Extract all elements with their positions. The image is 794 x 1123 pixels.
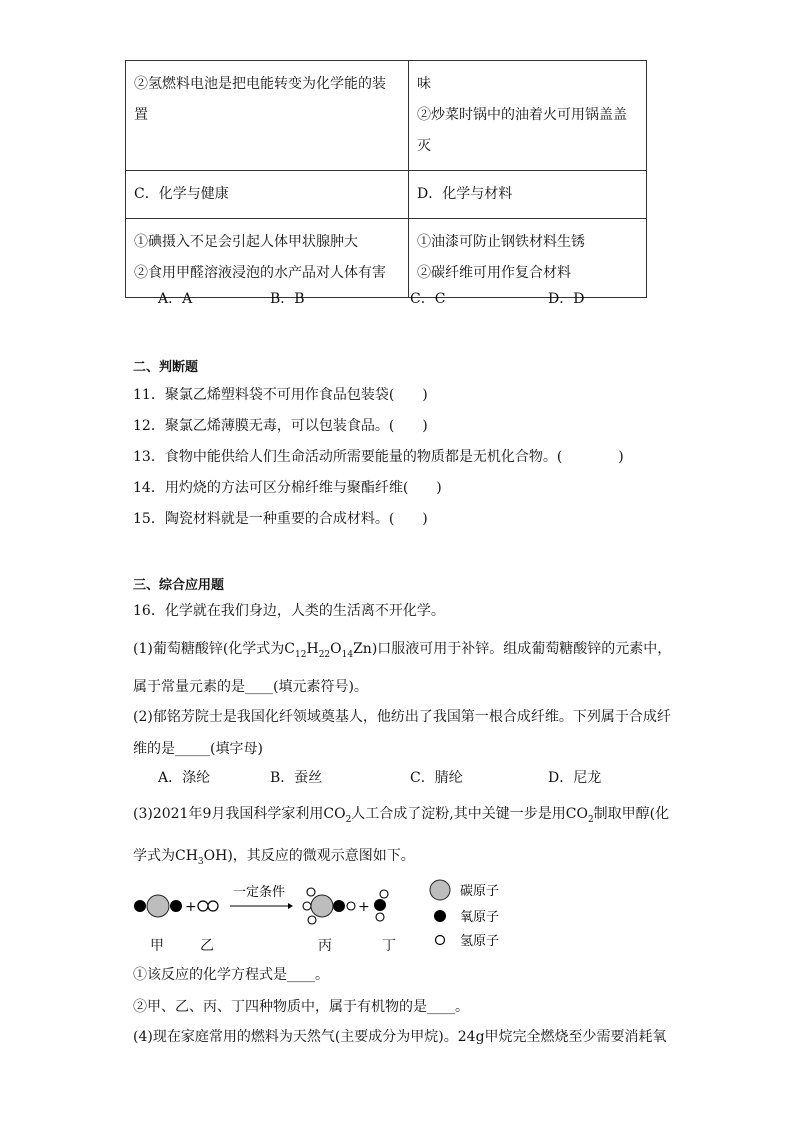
question-13: 13．食物中能供给人们生命活动所需要能量的物质都是无机化合物。( ) [133,449,624,465]
table-cell [126,219,409,298]
part-1-line-2: 属于常量元素的是____(填元素符号)。 [133,679,368,695]
cell-line: 置 [134,107,148,123]
cell-line: ①油漆可防止钢铁材料生锈 [417,234,585,250]
text: (1)葡萄糖酸锌(化学式为 [133,641,285,657]
legend-oxygen: 氧原子 [460,910,500,925]
question-12: 12．聚氯乙烯薄膜无毒，可以包装食品。( ) [133,418,428,434]
table-cell [409,219,647,298]
subquestion-3-2: ②甲、乙、丙、丁四种物质中，属于有机物的是____。 [133,999,469,1015]
cell-line: ②食用甲醛溶液浸泡的水产品对人体有害 [134,265,386,281]
cell-line: ②碳纤维可用作复合材料 [417,265,571,281]
choice-b[interactable]: B．蚕丝 [270,770,323,786]
formula: $C_{12}H_{22}O_{14}Zn$ [284,641,372,660]
part-2-line-2: 维的是_____(填字母) [133,741,263,757]
condition-label: 一定条件 [233,885,286,900]
molecule-bing [303,888,355,924]
plus-sign: + [358,899,370,915]
choice-a[interactable]: A．涤纶 [158,770,211,786]
legend-hydrogen: 氢原子 [460,934,500,949]
part-2-line-1: (2)郁铭芳院士是我国化纤领域奠基人，他纺出了我国第一根合成纤维。下列属于合成纤 [133,709,671,725]
cell-line: ①碘摄入不足会引起人体甲状腺肿大 [134,234,358,250]
carbon-atom-icon [430,880,450,900]
cell-line: C．化学与健康 [134,186,229,202]
options-table [125,60,647,298]
cell-line: D．化学与材料 [417,186,513,202]
table-row [126,171,647,219]
question-14: 14．用灼烧的方法可区分棉纤维与聚酯纤维( ) [133,480,442,496]
hydrogen-atom-icon [436,936,445,945]
legend-carbon: 碳原子 [460,884,500,899]
choice-d[interactable]: D．尼龙 [548,770,602,786]
choice-c[interactable]: C．C [410,291,446,307]
arrow-head [288,903,293,909]
cell-line: 灭 [417,138,431,154]
label-ding: 丁 [382,938,396,954]
cell-line: 味 [417,76,431,92]
plus-sign: + [185,899,197,915]
cell-line: ②炒菜时锅中的油着火可用锅盖盖 [417,107,627,123]
molecule-ding [374,890,388,921]
question-16: 16．化学就在我们身边，人类的生活离不开化学。 [133,603,445,619]
cell-line: ②氢燃料电池是把电能转变为化学能的装 [134,76,386,92]
choice-c[interactable]: C．腈纶 [410,770,463,786]
molecule-jia [134,895,182,917]
label-yi: 乙 [200,938,214,954]
subquestion-3-1: ①该反应的化学方程式是____。 [133,967,329,983]
table-cell [126,61,409,171]
label-jia: 甲 [150,938,164,954]
label-bing: 丙 [318,938,332,954]
table-cell [409,61,647,171]
question-11: 11．聚氯乙烯塑料袋不可用作食品包装袋( ) [133,387,428,403]
table-row [126,219,647,298]
section-title: 二、判断题 [133,360,199,375]
part-4-line-1: (4)现在家庭常用的燃料为天然气(主要成分为甲烷)。24g甲烷完全燃烧至少需要消耗氧 [133,1029,667,1045]
table-cell [126,171,409,219]
part-3-line-2: 学式为$CH_3OH$)，其反应的微观示意图如下。 [133,848,415,867]
choice-b[interactable]: B．B [270,291,305,307]
choice-d[interactable]: D．D [548,291,585,307]
part-1-line-1 [133,638,671,660]
question-15: 15．陶瓷材料就是一种重要的合成材料。( ) [133,511,428,527]
part-3-line-1: (3)2021年9月我国科学家利用$CO_2$人工合成了淀粉,其中关键一步是用$CO_2$制取甲醇(化 [133,806,670,825]
text: )口服液可用于补锌。组成葡萄糖酸锌的元素中， [371,641,672,657]
choice-a[interactable]: A．A [158,291,193,307]
table-row [126,61,647,171]
table-cell [409,171,647,219]
molecule-yi [198,901,218,911]
oxygen-atom-icon [434,910,446,922]
section-title: 三、综合应用题 [133,578,225,593]
